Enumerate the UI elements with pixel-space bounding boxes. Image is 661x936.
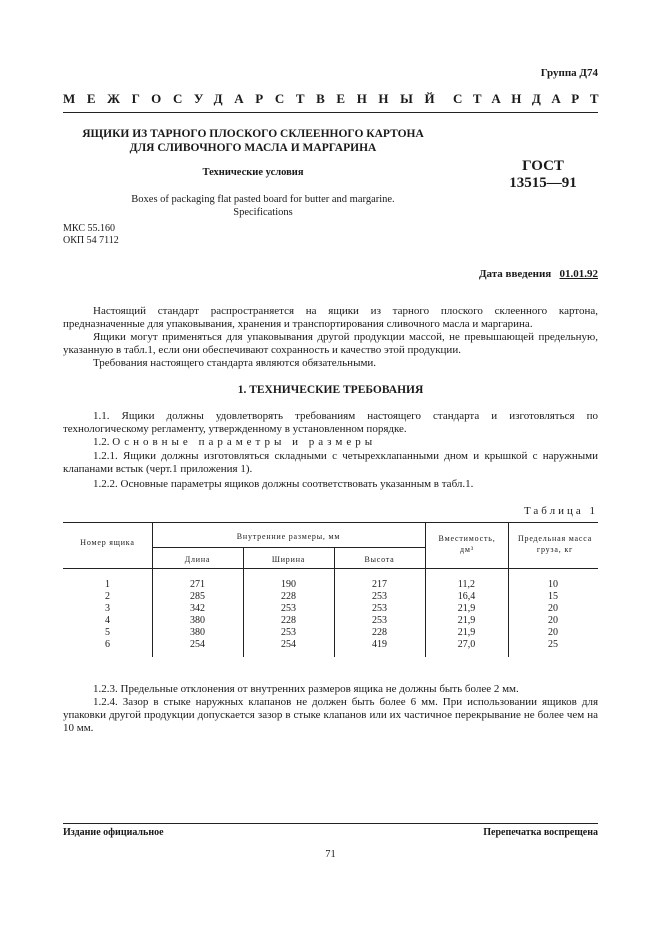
header-box-number: Номер ящика [80, 538, 135, 547]
intro-paragraph-3: Требования настоящего стандарта являются обязательными. [93, 357, 377, 369]
cell-box-number: 2 [105, 591, 110, 602]
footer-official-edition: Издание официальное [63, 827, 164, 838]
page-number: 71 [325, 849, 336, 860]
gost-number: 13515—91 [509, 175, 577, 191]
clause-1-2-2: 1.2.2. Основные параметры ящиков должны соответствовать указанным в табл.1. [93, 478, 474, 490]
title-line-1: ЯЩИКИ ИЗ ТАРНОГО ПЛОСКОГО СКЛЕЕННОГО КАРТОНА [82, 128, 424, 140]
table-row [63, 579, 598, 591]
cell-box-number: 5 [105, 627, 110, 638]
table-header-rule [63, 568, 598, 569]
cell-max-load: 20 [548, 603, 558, 614]
english-title [63, 193, 463, 219]
gost-label: ГОСТ [522, 158, 564, 174]
intro-paragraph-2: Ящики могут применяться для упаковывания другой продукции массой, не превышающей предельную, указанную в табл.1, если они обеспечивают сохранность и качество этой продукции. [63, 331, 598, 356]
cell-max-load: 20 [548, 615, 558, 626]
clause-1-2-1: 1.2.1. Ящики должны изготовляться складными с четырехклапанными дном и крышкой с наружными клапанами встык (черт.1 приложения 1). [63, 450, 598, 475]
intro-date [479, 268, 598, 281]
table-top-rule [63, 522, 598, 523]
okp-code: ОКП 54 7112 [63, 235, 119, 246]
table-row [63, 603, 598, 615]
footer-rule [63, 823, 598, 824]
clause-1-2-4: 1.2.4. Зазор в стыке наружных клапанов не должен быть более 6 мм. При использовании ящиков для упаковки другой продукции допускается зазор в стыке клапанов или их частичное перекрывание не более чем на 10 мм. [63, 696, 598, 734]
cell-width: 254 [281, 639, 296, 650]
document-subtitle: Технические условия [202, 167, 304, 178]
group-code: Группа Д74 [540, 67, 598, 79]
cell-max-load: 15 [548, 591, 558, 602]
cell-height: 253 [372, 615, 387, 626]
header-capacity: Вместимость, дм³ [438, 534, 496, 554]
cell-box-number: 1 [105, 579, 110, 590]
cell-length: 285 [190, 591, 205, 602]
intro-date-value: 01.01.92 [559, 268, 598, 280]
gost-number-block [488, 158, 598, 192]
banner-standard: СТАНДАРТ [453, 91, 610, 106]
english-title-line-1: Boxes of packaging flat pasted board for butter and margarine. [131, 194, 395, 205]
header-width: Ширина [271, 555, 306, 564]
banner-interstate: МЕЖГОСУДАРСТВЕННЫЙ [63, 91, 447, 106]
clause-1-2-3: 1.2.3. Предельные отклонения от внутренних размеров ящика не должны быть более 2 мм. [93, 683, 519, 695]
header-inner-dims: Внутренние размеры, мм [236, 532, 341, 541]
cell-max-load: 10 [548, 579, 558, 590]
cell-width: 253 [281, 603, 296, 614]
header-rule [63, 112, 598, 113]
clause-1-2 [63, 436, 598, 449]
clause-1-1: 1.1. Ящики должны удовлетворять требованиям настоящего стандарта и изготовляться по технологическому регламенту, утвержденному в установленном порядке. [63, 410, 598, 435]
cell-capacity: 11,2 [457, 579, 476, 590]
cell-capacity: 16,4 [457, 591, 476, 602]
cell-max-load: 25 [548, 639, 558, 650]
cell-capacity: 21,9 [457, 603, 476, 614]
table-row [63, 615, 598, 627]
footer-reprint-prohibited: Перепечатка воспрещена [483, 827, 598, 838]
table-row [63, 591, 598, 603]
cell-capacity: 27,0 [457, 639, 476, 650]
cell-length: 380 [190, 627, 205, 638]
mks-code: МКС 55.160 [63, 223, 115, 234]
table-subheader-rule [152, 547, 425, 548]
cell-length: 271 [190, 579, 205, 590]
classification-codes [63, 223, 119, 247]
cell-box-number: 4 [105, 615, 110, 626]
cell-width: 190 [281, 579, 296, 590]
cell-box-number: 6 [105, 639, 110, 650]
table-row [63, 639, 598, 651]
table-caption: Таблица 1 [523, 505, 598, 517]
cell-height: 253 [372, 603, 387, 614]
cell-box-number: 3 [105, 603, 110, 614]
cell-height: 228 [372, 627, 387, 638]
intro-paragraph-1: Настоящий стандарт распространяется на ящики из тарного плоского склеенного картона, предназначенные для упаковывания, хранения и транспортирования сливочного масла и маргарина. [63, 305, 598, 330]
cell-length: 342 [190, 603, 205, 614]
header-length: Длина [184, 555, 211, 564]
cell-capacity: 21,9 [457, 615, 476, 626]
header-max-load: Предельная масса груза, кг [517, 534, 593, 554]
intro-date-label: Дата введения [478, 268, 552, 280]
title-line-2: ДЛЯ СЛИВОЧНОГО МАСЛА И МАРГАРИНА [129, 142, 377, 154]
header-height: Высота [364, 555, 395, 564]
cell-max-load: 20 [548, 627, 558, 638]
cell-width: 228 [281, 591, 296, 602]
cell-height: 253 [372, 591, 387, 602]
document-title [63, 127, 443, 155]
clause-1-2-title: Основные параметры и размеры [112, 436, 377, 448]
section-1-heading: 1. ТЕХНИЧЕСКИЕ ТРЕБОВАНИЯ [237, 384, 424, 396]
cell-width: 253 [281, 627, 296, 638]
cell-height: 419 [372, 639, 387, 650]
cell-width: 228 [281, 615, 296, 626]
cell-capacity: 21,9 [457, 627, 476, 638]
cell-height: 217 [372, 579, 387, 590]
cell-length: 254 [190, 639, 205, 650]
table-row [63, 627, 598, 639]
cell-length: 380 [190, 615, 205, 626]
clause-1-2-number: 1.2. [93, 436, 110, 448]
english-title-line-2: Specifications [233, 207, 293, 218]
